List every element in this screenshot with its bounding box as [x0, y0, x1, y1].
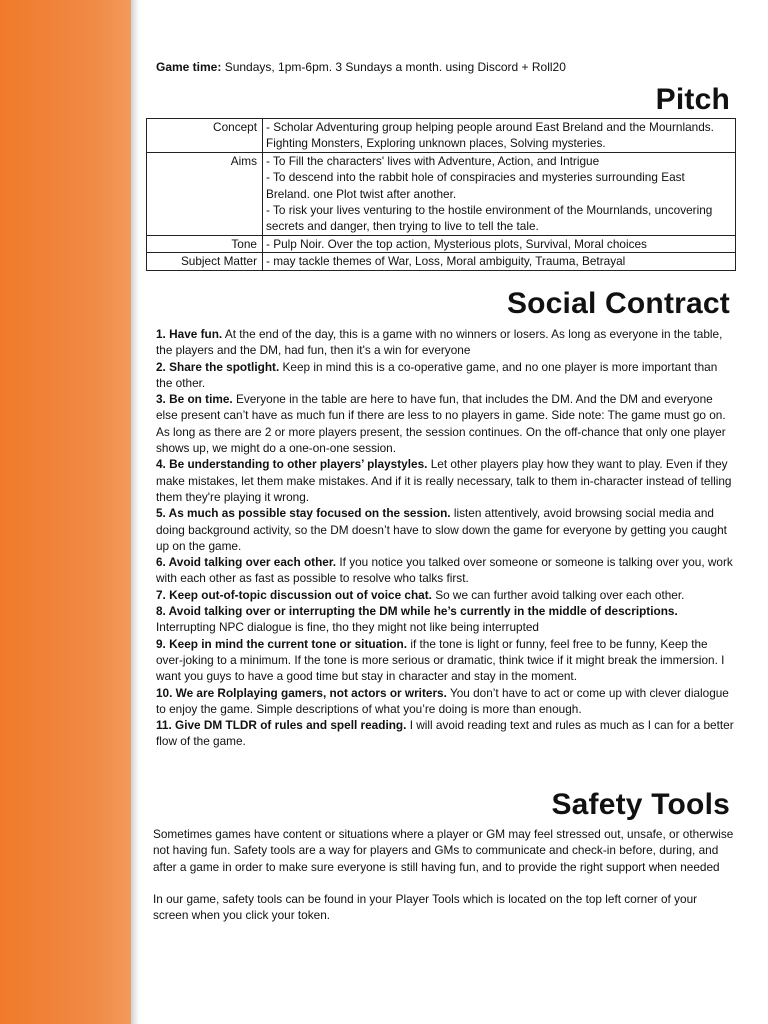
social-contract-list: [156, 326, 736, 750]
rule-title: 10. We are Rolplaying gamers, not actors or writers.: [156, 685, 447, 700]
row-label: Subject Matter: [147, 253, 263, 270]
safety-tools-body: [153, 826, 735, 924]
list-item: [156, 587, 736, 603]
row-line: - To risk your lives venturing to the hostile environment of the Mournlands, uncovering secrets and danger, then trying to live to tell the tale.: [266, 203, 713, 234]
rule-text: listen attentively, avoid browsing social media and doing background activity, so the DM doesn’t have to slow down the game for everyone by getting you caught up on the game.: [156, 506, 727, 553]
rule-text: Let other players play how they want to play. Even if they make mistakes, let them make mistakes. And if it is really necessary, talk to them in-character instead of telling them they're playing it wrong.: [156, 457, 732, 504]
sidebar-shadow: [131, 0, 139, 1024]
safety-paragraph: In our game, safety tools can be found in your Player Tools which is located on the top left corner of your screen when you click your token.: [153, 892, 698, 923]
safety-paragraph: Sometimes games have content or situations where a player or GM may feel stressed out, unsafe, or otherwise not having fun. Safety tools are a way for players and GMs to communicate and check-in before, during, and after a game in order to make sure everyone is still having fun, and to provide the right support when needed: [153, 827, 734, 874]
row-label: Tone: [147, 235, 263, 252]
rule-title: 1. Have fun.: [156, 327, 223, 341]
list-item: [156, 391, 736, 456]
row-line: - Pulp Noir. Over the top action, Mysterious plots, Survival, Moral choices: [266, 236, 647, 251]
rule-title: 9. Keep in mind the current tone or situation.: [156, 636, 408, 651]
game-time-label: Game time:: [156, 60, 222, 74]
row-content: [263, 119, 736, 153]
orange-sidebar: [0, 0, 131, 1024]
row-content: [263, 253, 736, 270]
row-label: Concept: [147, 119, 263, 153]
rule-title: 11. Give DM TLDR of rules and spell reading.: [156, 718, 407, 733]
rule-text: if the tone is light or funny, feel free to be funny, Keep the over-joking to a minimum. If the tone is more serious or dramatic, think twice if it might break the immersion. I want you guys to have a good time but stay in character and stay in the moment.: [156, 636, 725, 684]
rule-title: 2. Share the spotlight.: [156, 359, 280, 374]
list-item: [156, 456, 736, 505]
safety-tools-heading: Safety Tools: [551, 788, 730, 821]
rule-title: 6. Avoid talking over each other.: [156, 555, 337, 570]
rule-text: So we can further avoid talking over each other.: [431, 587, 685, 602]
game-time-line: [156, 60, 566, 74]
rule-text: Keep in mind this is a co-operative game, and no one player is more important than the other.: [156, 359, 718, 390]
rule-title: 5. As much as possible stay focused on the session.: [156, 506, 451, 521]
table-row: [147, 152, 736, 235]
rule-title: 7. Keep out-of-topic discussion out of voice chat.: [156, 587, 432, 602]
list-item: [156, 603, 736, 636]
rule-title: 3. Be on time.: [156, 392, 233, 407]
list-item: [156, 636, 736, 685]
table-row: [147, 253, 736, 270]
rule-text: I will avoid reading text and rules as much as I can for a better flow of the game.: [156, 718, 734, 749]
list-item: [156, 554, 736, 587]
row-line: - Scholar Adventuring group helping people around East Breland and the Mournlands. Fighting Monsters, Exploring unknown places, Solving mysteries.: [266, 120, 714, 151]
row-content: [263, 235, 736, 252]
rule-text: At the end of the day, this is a game with no winners or losers. As long as everyone in the table, the players and the DM, had fun, then it's a win for everyone: [156, 327, 723, 358]
social-contract-heading: Social Contract: [506, 287, 730, 320]
rule-text: You don’t have to act or come up with clever dialogue to enjoy the game. Simple descriptions of what you’re doing is more than enough.: [156, 685, 729, 716]
table-row: [147, 119, 736, 153]
pitch-heading: Pitch: [655, 83, 730, 116]
rule-text: Everyone in the table are here to have fun, that includes the DM. And the DM and everyone else present can’t have as much fun if there are less to no players in game. Side note: The game must go on. As long as there are 2 or more players present, the session continues. On the off-chance that only one player shows up, we might do a one-on-one session.: [156, 392, 726, 456]
table-row: [147, 235, 736, 252]
rule-title: 8. Avoid talking over or interrupting the DM while he’s currently in the middle of descriptions.: [156, 604, 678, 619]
game-time-value: Sundays, 1pm-6pm. 3 Sundays a month. using Discord + Roll20: [221, 60, 566, 74]
list-item: [156, 326, 736, 359]
rule-title: 4. Be understanding to other players’ playstyles.: [156, 457, 428, 472]
list-item: [156, 505, 736, 554]
rule-text: If you notice you talked over someone or someone is talking over you, work with each other as fast as possible to resolve who talks first.: [156, 555, 733, 586]
row-label: Aims: [147, 152, 263, 235]
row-line: - may tackle themes of War, Loss, Moral ambiguity, Trauma, Betrayal: [266, 254, 626, 269]
rule-text: Interrupting NPC dialogue is fine, tho they might not like being interrupted: [156, 620, 539, 635]
list-item: [156, 359, 736, 392]
list-item: [156, 685, 736, 718]
pitch-table: [146, 118, 736, 271]
row-line: - To Fill the characters' lives with Adventure, Action, and Intrigue: [266, 153, 600, 168]
row-content: [263, 152, 736, 235]
list-item: [156, 717, 736, 750]
row-line: - To descend into the rabbit hole of conspiracies and mysteries surrounding East Breland. one Plot twist after another.: [266, 170, 685, 201]
